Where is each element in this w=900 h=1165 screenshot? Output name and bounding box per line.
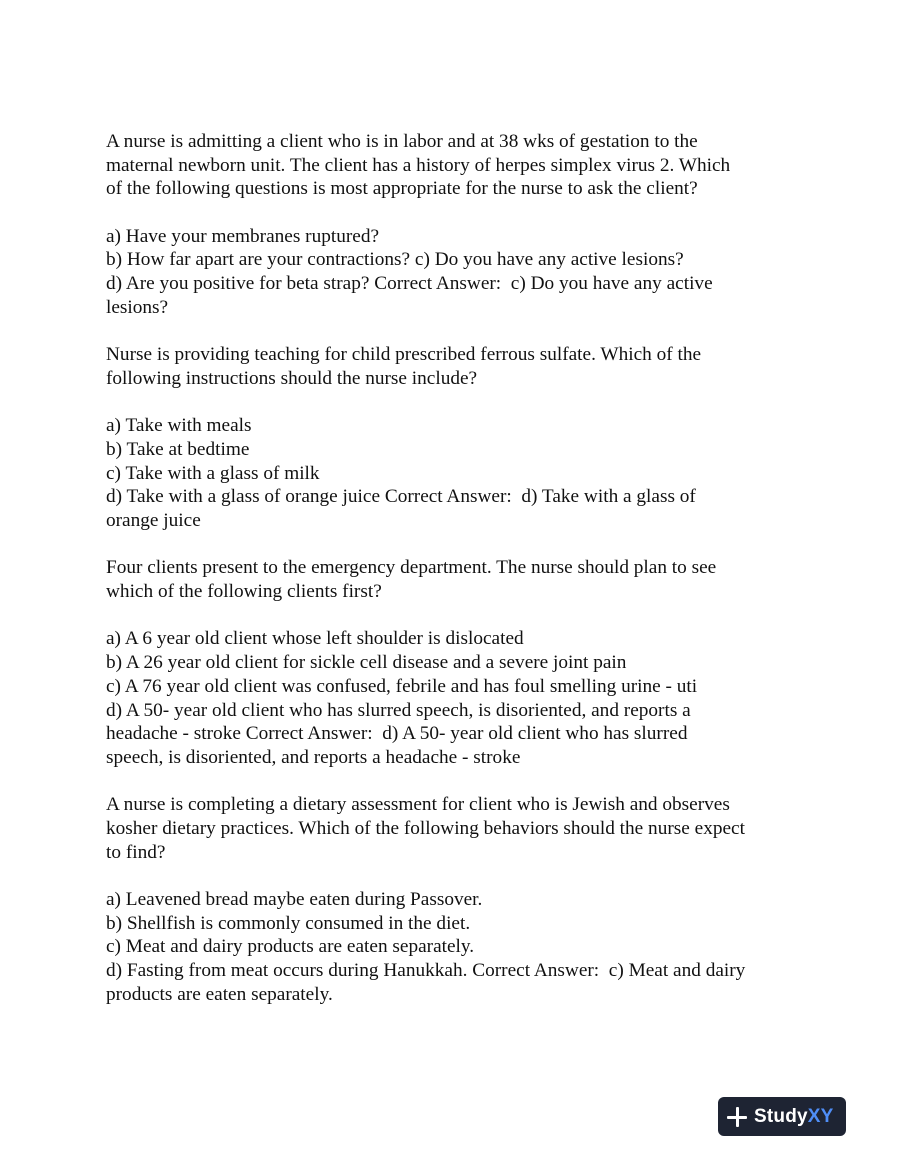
text-line: a) Leavened bread maybe eaten during Passover. xyxy=(106,889,483,910)
text-line: A nurse is admitting a client who is in labor and at 38 wks of gestation to the xyxy=(106,131,698,152)
text-line: d) Are you positive for beta strap? Correct Answer: c) Do you have any active xyxy=(106,273,713,295)
text-line: lesions? xyxy=(106,296,169,318)
brand-text-study: Study xyxy=(754,1105,808,1127)
text-line: a) Have your membranes ruptured? xyxy=(106,225,380,247)
text-line: following instructions should the nurse include? xyxy=(106,367,478,389)
text-line: orange juice xyxy=(106,510,201,531)
text-line: d) Fasting from meat occurs during Hanukkah. Correct Answer: c) Meat and dairy xyxy=(106,960,746,982)
text-line: b) A 26 year old client for sickle cell disease and a severe joint pain xyxy=(106,652,627,674)
text-line: which of the following clients first? xyxy=(106,581,382,603)
text-line: Four clients present to the emergency department. The nurse should plan to see xyxy=(106,557,717,579)
text-line: a) Take with meals xyxy=(106,415,252,437)
text-line: Nurse is providing teaching for child prescribed ferrous sulfate. Which of the xyxy=(106,344,702,366)
text-line: headache - stroke Correct Answer: d) A 50- year old client who has slurred xyxy=(106,723,688,745)
paragraph-gap xyxy=(106,604,806,628)
text-line: kosher dietary practices. Which of the following behaviors should the nurse expect xyxy=(106,817,745,839)
paragraph-gap xyxy=(106,864,806,888)
text-line: products are eaten separately. xyxy=(106,983,333,1005)
paragraph-gap xyxy=(106,391,806,415)
text-line: c) Take with a glass of milk xyxy=(106,462,320,484)
brand-text-xy: XY xyxy=(807,1105,834,1127)
text-line: a) A 6 year old client whose left shoulder is dislocated xyxy=(106,628,524,650)
paragraph-gap xyxy=(106,320,806,344)
plus-icon xyxy=(726,1106,748,1128)
text-line: maternal newborn unit. The client has a history of herpes simplex virus 2. Which xyxy=(106,154,731,176)
paragraph-gap xyxy=(106,533,806,557)
text-line: c) Meat and dairy products are eaten separately. xyxy=(106,936,475,958)
paragraph-gap xyxy=(106,770,806,794)
text-line: d) A 50- year old client who has slurred speech, is disoriented, and reports a xyxy=(106,699,691,721)
text-line: speech, is disoriented, and reports a headache - stroke xyxy=(106,746,521,768)
text-line: b) How far apart are your contractions? c) Do you have any active lesions? xyxy=(106,249,684,271)
paragraph-gap xyxy=(106,201,806,225)
document-body xyxy=(106,130,806,1006)
text-line: b) Shellfish is commonly consumed in the diet. xyxy=(106,912,471,934)
text-line: A nurse is completing a dietary assessment for client who is Jewish and observes xyxy=(106,794,730,816)
studyxy-badge[interactable] xyxy=(718,1097,846,1136)
brand-logo-text xyxy=(754,1106,834,1128)
text-line: c) A 76 year old client was confused, febrile and has foul smelling urine - uti xyxy=(106,675,698,697)
text-line: to find? xyxy=(106,841,166,863)
text-line: of the following questions is most appropriate for the nurse to ask the client? xyxy=(106,178,698,200)
text-line: b) Take at bedtime xyxy=(106,438,250,460)
text-line: d) Take with a glass of orange juice Correct Answer: d) Take with a glass of xyxy=(106,486,696,508)
